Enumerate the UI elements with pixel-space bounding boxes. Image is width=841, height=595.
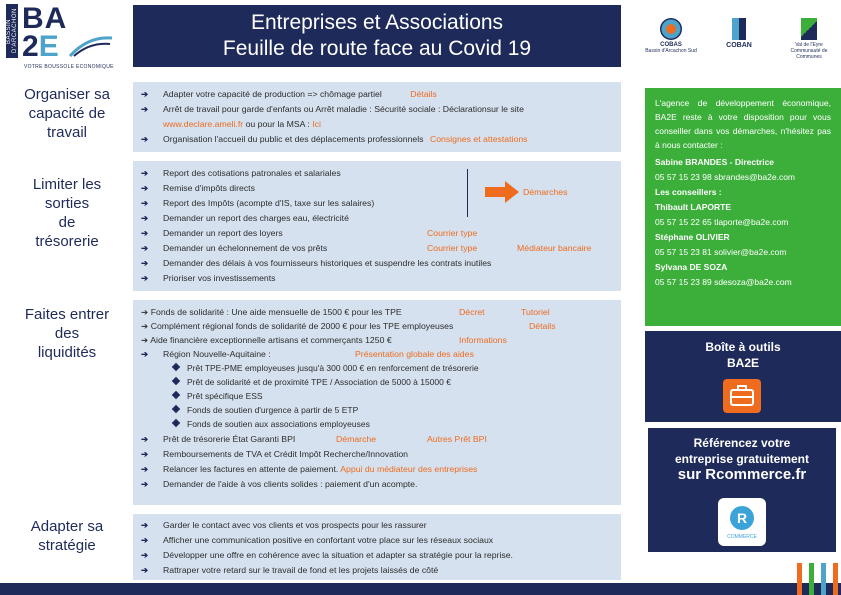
ba2e-logo [6, 4, 114, 70]
list-item: ➔ Prêt de trésorerie État Garanti BPI [141, 434, 296, 444]
section-liquidites-block [133, 300, 621, 505]
contact-name: Sabine BRANDES - Directrice [655, 157, 775, 167]
contact-info[interactable]: 05 57 15 23 89 sdesoza@ba2e.com [655, 277, 792, 287]
section-title-organiser: Organiser sa capacité de travail [24, 86, 110, 141]
link-autres-pret-bpi[interactable]: Autres Prêt BPI [427, 434, 487, 444]
link-declare-ameli[interactable]: www.declare.ameli.fr [163, 119, 244, 129]
link-details-region[interactable]: Détails [529, 321, 556, 331]
link-informations[interactable]: Informations [459, 335, 507, 345]
contact-info[interactable]: 05 57 15 23 98 sbrandes@ba2e.com [655, 172, 796, 182]
partner-logo-coban[interactable]: COBAN [708, 18, 770, 62]
list-item: ➔ Adapter votre capacité de production => chômage partiel Détails [141, 89, 437, 99]
decor-stripe [833, 563, 838, 595]
link-details-chomage[interactable]: Détails [410, 89, 437, 99]
list-item: ➔ Prioriser vos investissements [141, 273, 276, 283]
link-mediateur-bancaire[interactable]: Médiateur bancaire [517, 243, 592, 253]
list-item: ➔ Complément régional fonds de solidarité de 2000 € pour les TPE employeuses [141, 321, 454, 331]
list-item: www.declare.ameli.fr ou pour la MSA : Ici [163, 119, 321, 129]
svg-text:R: R [736, 510, 748, 526]
contact-panel [645, 88, 841, 326]
list-item: ➔ Demander de l'aide à vos clients solides : paiement d'un acompte. [141, 479, 418, 489]
rcommerce-title: Référencez votre entreprise gratuitement sur Rcommerce.fr [674, 436, 810, 483]
list-item: ➔ Report des cotisations patronales et salariales [141, 168, 341, 178]
list-item: ➔ Arrêt de travail pour garde d'enfants ou Arrêt maladie : Sécurité sociale : Déclarationsur le site [141, 104, 524, 114]
contact-intro: L'agence de développement économique, BA2E reste à votre disposition pour vous conseiller dans vos démarches, n'hésitez pas à nous contacter : [655, 98, 831, 150]
decor-stripe [821, 563, 826, 595]
diamond-bullet-icon [172, 377, 180, 385]
diamond-bullet-icon [172, 405, 180, 413]
list-item: ➔ Demander un report des charges eau, électricité [141, 213, 349, 223]
link-demarches[interactable]: Démarches [523, 187, 568, 197]
coban-icon [732, 18, 746, 40]
logo-tagline: VOTRE BOUSSOLE ECONOMIQUE [24, 64, 114, 70]
link-consignes-attestations[interactable]: Consignes et attestations [429, 134, 528, 144]
sub-list-item: Fonds de soutien d'urgence à partir de 5 ETP [173, 405, 358, 415]
sub-list-item: Fonds de soutien aux associations employeuses [173, 419, 370, 429]
rcommerce-button[interactable] [648, 428, 836, 552]
divider [467, 169, 468, 217]
contact-info[interactable]: 05 57 15 23 81 solivier@ba2e.com [655, 247, 787, 257]
list-item: ➔ Région Nouvelle-Aquitaine : [141, 349, 271, 359]
list-item: ➔ Demander un report des loyers [141, 228, 283, 238]
link-courrier-type-prets[interactable]: Courrier type [427, 243, 478, 253]
list-item: ➔ Relancer les factures en attente de paiement. Appui du médiateur des entreprises [141, 464, 478, 474]
section-organiser-block [133, 82, 621, 152]
list-item: ➔ Remboursements de TVA et Crédit Impôt Recherche/Innovation [141, 449, 408, 459]
title-line-1: Entreprises et Associations [250, 11, 504, 34]
toolbox-button[interactable] [645, 331, 841, 422]
list-item: ➔ Aide financière exceptionnelle artisans et commerçants 1250 € [141, 335, 392, 345]
list-item: ➔ Rattraper votre retard sur le travail de fond et les projets laissés de côté [141, 565, 439, 575]
list-item: ➔ Demander des délais à vos fournisseurs historiques et suspendre les contrats inutiles [141, 258, 492, 268]
title-line-2: Feuille de route face au Covid 19 [222, 37, 532, 60]
section-title-limiter: Limiter les sorties de trésorerie [32, 176, 102, 250]
section-limiter-block [133, 161, 621, 291]
list-item: ➔ Fonds de solidarité : Une aide mensuelle de 1500 € pour les TPE [141, 307, 402, 317]
toolbox-title: Boîte à outils BA2E [705, 340, 781, 370]
list-item: ➔ Organisation l'accueil du public et des déplacements professionnels Consignes et attestations [141, 134, 528, 144]
diamond-bullet-icon [172, 363, 180, 371]
cobas-icon [660, 18, 682, 40]
link-mediateur-entreprises[interactable]: Appui du médiateur des entreprises [340, 464, 478, 474]
list-item: ➔ Report des Impôts (acompte d'IS, taxe sur les salaires) [141, 198, 375, 208]
briefcase-icon [723, 379, 761, 413]
link-msa-ici[interactable]: Ici [312, 119, 321, 129]
logo-strip: BASSIN D'ARCACHON [6, 4, 18, 58]
list-item: ➔ Développer une offre en cohérence avec la situation et adapter sa stratégie pour la reprise. [141, 550, 513, 560]
diamond-bullet-icon [172, 419, 180, 427]
val-de-leyre-icon [801, 18, 817, 40]
sub-list-item: Prêt TPE-PME employeuses jusqu'à 300 000 € en renforcement de trésorerie [173, 363, 479, 373]
decor-stripe [809, 563, 814, 595]
logo-ba-text: BA [22, 2, 68, 35]
decor-stripe [797, 563, 802, 595]
section-title-strategie: Adapter sa stratégie [30, 518, 104, 554]
sub-list-item: Prêt de solidarité et de proximité TPE / Association de 5000 à 15000 € [173, 377, 451, 387]
contact-info[interactable]: 05 57 15 22 65 tlaporte@ba2e.com [655, 217, 789, 227]
list-item: ➔ Afficher une communication positive en confortant votre place sur les réseaux sociaux [141, 535, 494, 545]
arrow-right-icon [485, 181, 519, 203]
link-demarche-bpi[interactable]: Démarche [336, 434, 377, 444]
partner-logo-cobas[interactable]: COBAS Bassin d'Arcachon Sud [640, 18, 702, 62]
list-item: ➔ Remise d'impôts directs [141, 183, 255, 193]
contact-name: Sylvana DE SOZA [655, 262, 728, 272]
logo-2e-text: 2E [22, 30, 59, 63]
contact-name: Stéphane OLIVIER [655, 232, 730, 242]
footer-bar [0, 583, 841, 595]
diamond-bullet-icon [172, 391, 180, 399]
contact-name: Thibault LAPORTE [655, 202, 732, 212]
link-courrier-type-loyers[interactable]: Courrier type [427, 228, 478, 238]
link-tutoriel[interactable]: Tutoriel [521, 307, 550, 317]
list-item: ➔ Garder le contact avec vos clients et vos prospects pour les rassurer [141, 520, 427, 530]
page-title [133, 5, 621, 67]
list-item: ➔ Demander un échelonnement de vos prêts [141, 243, 328, 253]
conseillers-label: Les conseillers : [655, 187, 722, 197]
rcommerce-logo-icon: R COMMERCE [718, 498, 766, 546]
sub-list-item: Prêt spécifique ESS [173, 391, 263, 401]
compass-swoosh-icon [68, 34, 114, 58]
section-title-liquidites: Faites entrer des liquidités [24, 306, 110, 361]
partner-logo-val-de-leyre[interactable]: Val de l'Eyre Communauté de Communes [778, 18, 840, 62]
link-presentation-aides[interactable]: Présentation globale des aides [355, 349, 474, 359]
link-decret[interactable]: Décret [459, 307, 485, 317]
section-strategie-block [133, 514, 621, 580]
